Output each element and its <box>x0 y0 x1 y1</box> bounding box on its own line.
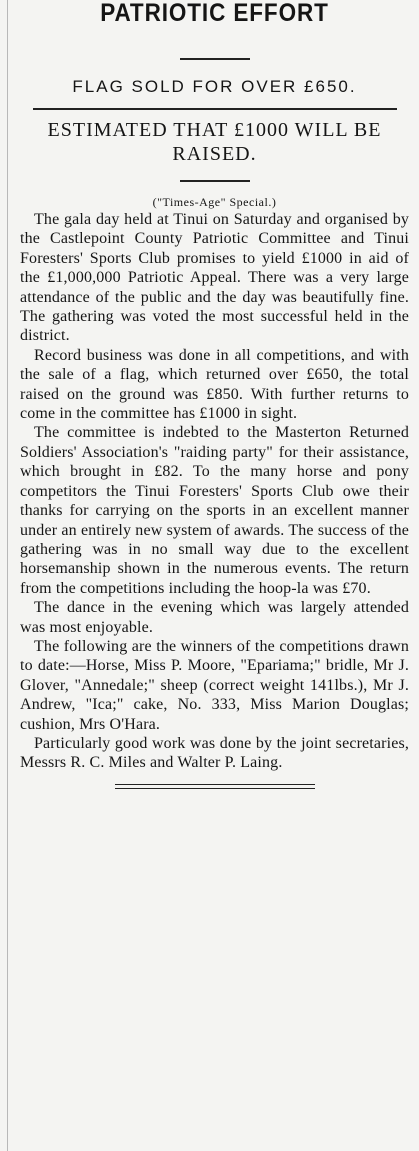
paragraph-committee: The committee is indebted to the Masterton Returned Soldiers' Association's "raiding party" for their assistance, which brought in £82. To the many horse and pony competitors the Tinui Foresters' Sports Club owe their thanks for carrying on the sports in an excellent manner under an entirely new system of awards. The success of the gathering was in no small way due to the excellent horsemanship shown in the numerous events. The return from the competitions including the hoop-la was £70. <box>20 424 409 597</box>
paragraph-gala: The gala day held at Tinui on Saturday and organised by the Castlepoint County Patriotic Committee and Tinui Foresters' Sports Club promises to yield £1000 in aid of the £1,000,000 Patriotic Appeal. There was a very large attendance of the public and the day was beautifully fine. The gathering was voted the most successful held in the district. <box>20 211 409 345</box>
headline-rule <box>180 58 250 60</box>
headline: PATRIOTIC EFFORT <box>100 0 329 26</box>
paragraph-record: Record business was done in all competitions, and with the sale of a flag, which returned over £650, the total raised on the ground was £850. With further returns to come in the committee has £1000 in sight. <box>20 346 409 423</box>
byline-rule <box>180 180 250 182</box>
subheading-flag: FLAG SOLD FOR OVER £650. <box>72 77 357 96</box>
byline: ("Times-Age" Special.) <box>152 195 277 209</box>
paragraph-secretaries: Particularly good work was done by the joint secretaries, Messrs R. C. Miles and Walter P. Laing. <box>20 734 409 772</box>
end-rule <box>115 784 315 789</box>
article-body <box>20 210 409 773</box>
subheading-rule <box>33 108 397 110</box>
subheading-estimate: ESTIMATED THAT £1000 WILL BE RAISED. <box>47 119 382 165</box>
paragraph-dance: The dance in the evening which was largely attended was most enjoyable. <box>20 599 409 636</box>
paragraph-winners: The following are the winners of the competitions drawn to date:—Horse, Miss P. Moore, "Epariama;" bridle, Mr J. Glover, "Annedale;" sheep (correct weight 141lbs.), Mr J. Andrew, "Ica;" cake, No. 333, Miss Marion Douglas; cushion, Mrs O'Hara. <box>20 637 409 733</box>
